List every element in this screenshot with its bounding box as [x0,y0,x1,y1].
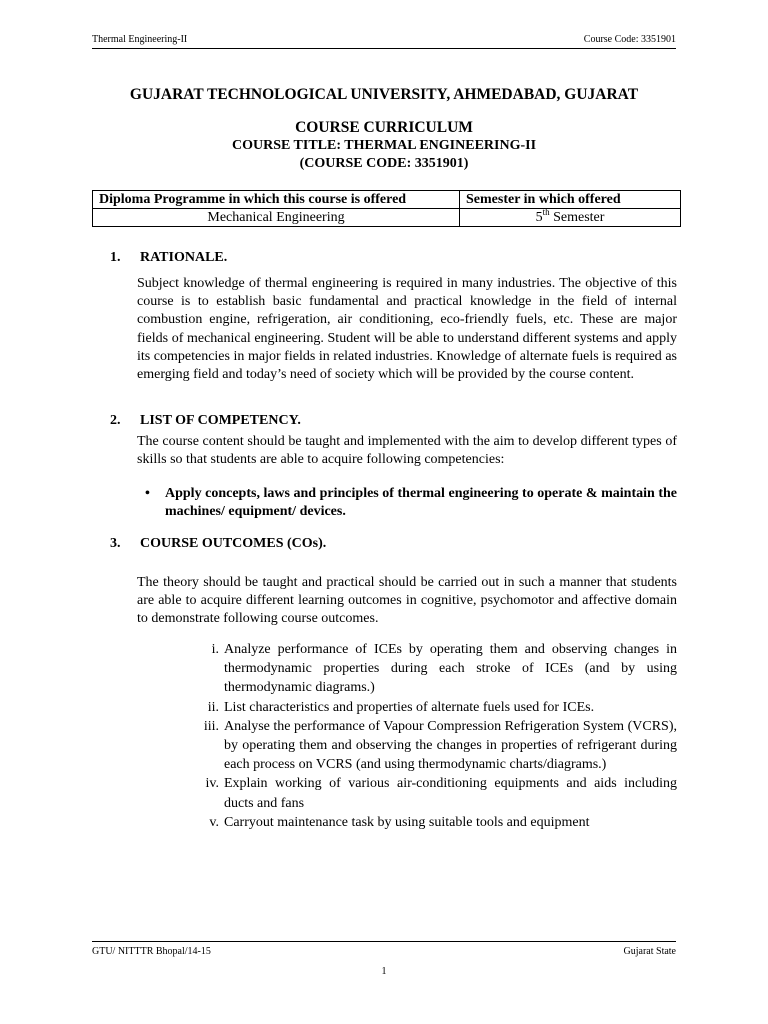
item-number: v. [209,814,219,830]
programme-cell: Mechanical Engineering [93,209,460,227]
section-number: 2. [110,413,121,428]
item-text: List characteristics and properties of alternate fuels used for ICEs. [224,699,595,715]
rationale-heading [110,250,227,266]
section-number: 3. [110,536,121,551]
programme-table [92,190,681,227]
course-code: (COURSE CODE: 3351901) [299,156,469,171]
page-header [92,34,676,49]
footer-state: Gujarat State [623,946,676,957]
section-number: 1. [110,250,121,265]
header-course-code: Course Code: 3351901 [583,34,676,45]
list-item [178,640,677,698]
competency-heading [110,413,301,429]
section-title: RATIONALE. [140,250,228,265]
list-item [178,698,677,717]
programme-column-header: Diploma Programme in which this course is offered [93,191,460,209]
semester-column-header: Semester in which offered [460,191,681,209]
item-number: i. [211,642,219,657]
item-text: Explain working of various air-conditioning equipments and aids including ducts and fans [224,776,677,811]
list-item [178,813,677,832]
page-number: 1 [381,966,387,977]
curriculum-heading: COURSE CURRICULUM [295,119,473,136]
rationale-text: Subject knowledge of thermal engineering is required in many industries. The objective of this course is to establish basic fundamental and practical knowledge in the field of internal combustion engine, refrigeration, air conditioning, eco-friendly fuels, etc. These are major fields of mechanical engineering. Student will be able to understand different systems and apply its competencies in major fields in related industries. Knowledge of alternate fuels is required as emerging field and today’s need of society which will be provided by the course content. [137,276,677,383]
semester-word: Semester [549,209,605,225]
outcomes-text: The theory should be taught and practical should be carried out in such a manner that students are able to acquire different learning outcomes in cognitive, psychomotor and affective domain to demonstrate following course outcomes. [137,575,677,627]
page-footer [92,941,676,957]
semester-number: 5 [535,209,543,225]
item-number: iii. [203,718,219,734]
competency-bullet-text: Apply concepts, laws and principles of thermal engineering to operate & maintain the machines/ equipment/ devices. [165,486,677,519]
list-item [178,717,677,775]
bullet-icon: • [145,486,150,501]
item-text: Analyse the performance of Vapour Compression Refrigeration System (VCRS), by operating them and observing the changes in properties of refrigerant during each process on VCRS (and using thermodynamic charts/diagrams.) [224,718,677,773]
item-number: iv. [205,776,219,792]
university-title: GUJARAT TECHNOLOGICAL UNIVERSITY, AHMEDABAD, GUJARAT [129,86,639,103]
section-title: COURSE OUTCOMES (COs). [140,536,327,551]
header-course-title: Thermal Engineering-II [92,34,188,45]
curriculum-title-block [92,119,676,173]
course-title: COURSE TITLE: THERMAL ENGINEERING-II [231,138,537,153]
semester-cell [460,206,681,227]
item-text: Carryout maintenance task by using suitable tools and equipment [224,814,590,830]
competency-bullet [145,485,677,521]
course-outcomes-list [178,640,677,832]
competency-text: The course content should be taught and implemented with the aim to develop different types of skills so that students are able to acquire following competencies: [137,434,677,468]
footer-institution: GTU/ NITTTR Bhopal/14-15 [92,946,211,957]
semester-suffix: th [542,206,550,217]
list-item [178,774,677,812]
item-text: Analyze performance of ICEs by operating them and observing changes in thermodynamic properties during each stroke of ICEs (and by using thermodynamic diagrams.) [224,642,677,696]
section-title: LIST OF COMPETENCY. [140,413,301,428]
outcomes-heading [110,536,326,552]
item-number: ii. [207,699,219,715]
